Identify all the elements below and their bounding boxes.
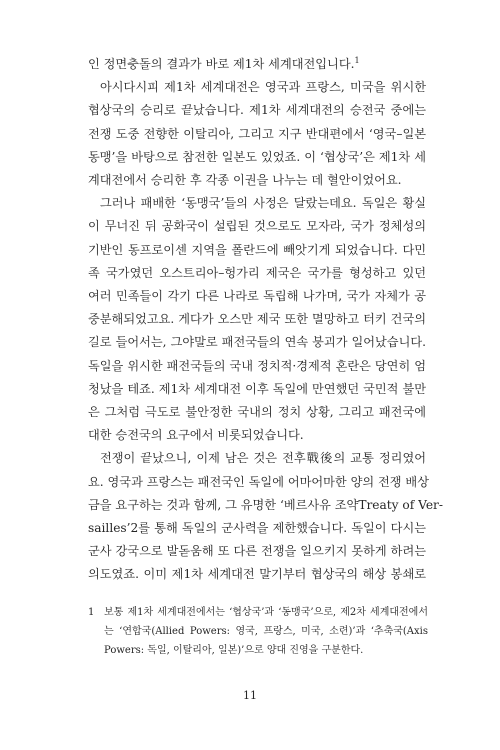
text-line: 족 국가였던 오스트리아–헝가리 제국은 국가를 형성하고 있던 [88, 265, 426, 280]
footnote-reference: 1 [354, 55, 360, 65]
text-line: 요. 영국과 프랑스는 패전국인 독일에 어마어마한 양의 전쟁 배상 [88, 474, 429, 489]
text-line: 여러 민족들이 각기 다른 나라로 독립해 나가며, 국가 자체가 공 [88, 289, 426, 303]
footnote-line: 는 ‘연합국(Allied Powers: 영국, 프랑스, 미국, 소련)’과 ‘추축국(Axis [104, 626, 428, 637]
text-line: 기반인 동프로이센 지역을 폴란드에 빼앗기게 되었습니다. 다민 [88, 242, 426, 257]
text-line: 군사 강국으로 발돋움해 또 다른 전쟁을 일으키지 못하게 하려는 [88, 544, 426, 559]
footnote-line: Powers: 독일, 이탈리아, 일본)’으로 양대 진영을 구분한다. [104, 645, 364, 656]
page-number: 11 [243, 689, 257, 702]
text-line: 협상국의 승리로 끝났습니다. 제1차 세계대전의 승전국 중에는 [88, 103, 426, 118]
text-line: 동맹’을 바탕으로 참전한 일본도 있었죠. 이 ‘협상국’은 제1차 세 [88, 149, 426, 164]
footnote-number: 1 [88, 607, 95, 618]
text-line: 인 정면충돌의 결과가 바로 제1차 세계대전입니다.$^1$ [88, 55, 360, 71]
text-line: 독일을 위시한 패전국들의 국내 정치적·경제적 혼란은 당연히 엄 [88, 358, 426, 373]
text-line: 금을 요구하는 것과 함께, 그 유명한 ‘베르사유 조약Treaty of Ver- [88, 497, 443, 512]
text-line: 아시다시피 제1차 세계대전은 영국과 프랑스, 미국을 위시한 [100, 80, 426, 95]
text-line: sailles’2를 통해 독일의 군사력을 제한했습니다. 독일이 다시는 [88, 521, 426, 535]
text-line: 대한 승전국의 요구에서 비롯되었습니다. [88, 428, 304, 443]
text-line: 의도였죠. 이미 제1차 세계대전 말기부터 협상국의 해상 봉쇄로 [88, 567, 426, 582]
text-line: 그러나 패배한 ‘동맹국’들의 사정은 달랐는데요. 독일은 황실 [100, 196, 426, 211]
text-line: 청났을 테죠. 제1차 세계대전 이후 독일에 만연했던 국민적 불만 [88, 381, 426, 396]
text-line: 길로 들어서는, 그야말로 패전국들의 연속 붕괴가 일어났습니다. [88, 335, 426, 350]
text-line: 이 무너진 뒤 공화국이 설립된 것으로도 모자라, 국가 정체성의 [88, 219, 426, 234]
text-line: 전쟁 도중 전향한 이탈리아, 그리고 지구 반대편에서 ‘영국–일본 [88, 126, 426, 141]
text-line: 은 그처럼 극도로 불안정한 국내의 정치 상황, 그리고 패전국에 [88, 405, 426, 419]
text-line: 중분해되었고요. 게다가 오스만 제국 또한 멸망하고 터키 건국의 [88, 312, 426, 327]
footnote-line: 보통 제1차 세계대전에서는 ‘협상국’과 ‘동맹국’으로, 제2차 세계대전에서 [104, 607, 428, 618]
text-line: 계대전에서 승리한 후 각종 이권을 나누는 데 혈안이었어요. [88, 173, 402, 187]
text-line: 전쟁이 끝났으니, 이제 남은 것은 전후戰後의 교통 정리였어 [100, 451, 426, 466]
